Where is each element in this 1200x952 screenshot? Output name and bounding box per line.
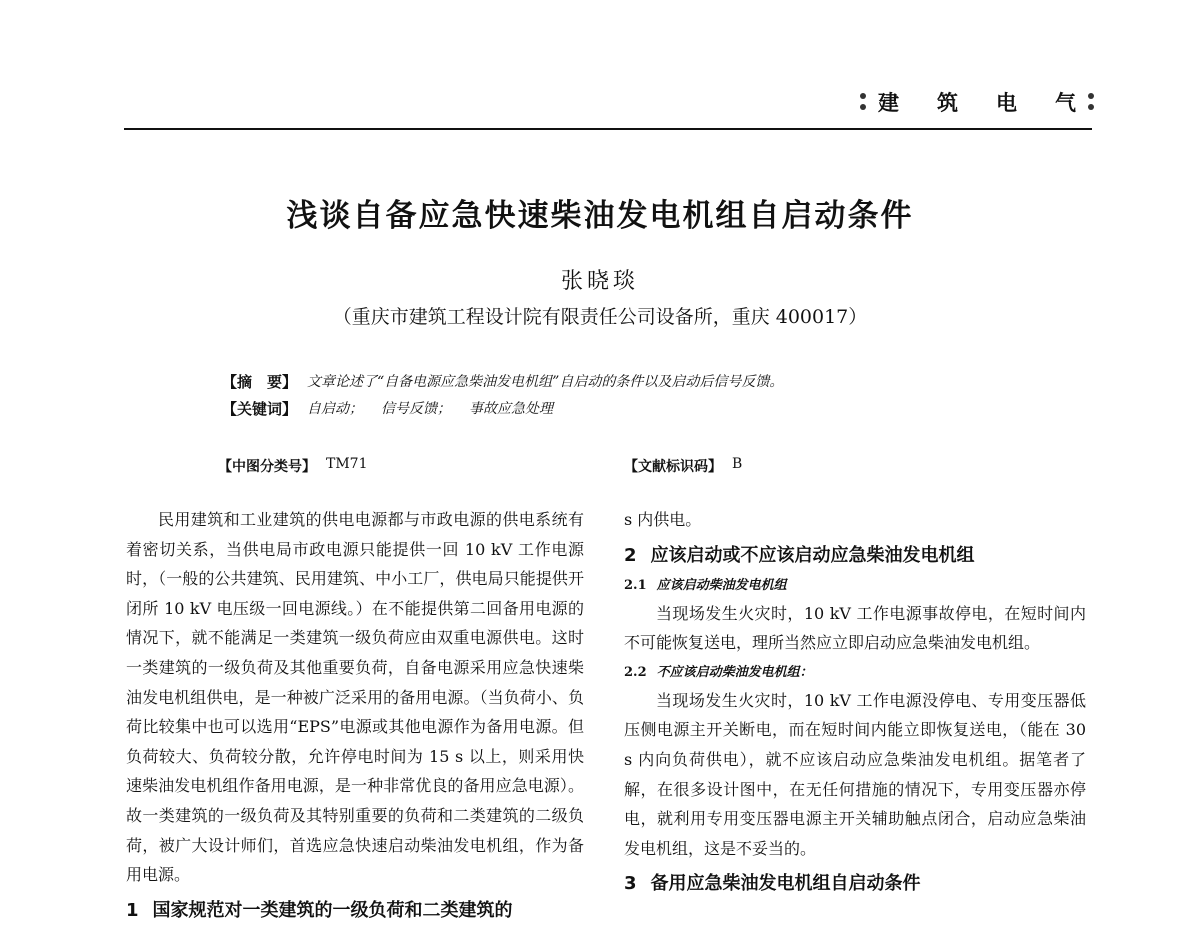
author-name: 张晓琰 [560,269,639,294]
keyword: 自启动； [307,401,364,417]
abstract-label: 【摘 要】 [222,373,298,391]
journal-char: 气 [1055,91,1076,115]
section-title: 备用应急柴油发电机组自启动条件 [650,873,921,895]
subsection-2-1-heading [624,573,1086,599]
section-number: 2 [624,544,637,566]
subsection-title: 不应该启动柴油发电机组： [656,664,813,680]
journal-char: 建 [878,91,899,115]
paper-title: 浅谈自备应急快速柴油发电机组自启动条件 [286,198,914,234]
section-number: 3 [624,873,637,895]
journal-name [878,87,1076,117]
subsection-2-2-heading [624,660,1086,686]
section-title: 应该启动或不应该启动应急柴油发电机组 [650,544,975,566]
document-code [624,456,742,476]
journal-char: 筑 [937,91,958,115]
continuation-text: s 内供电。 [624,510,702,529]
subsection-number: 2.2 [624,664,647,680]
section-number: 1 [126,899,139,921]
abstract [222,371,783,392]
subsection-number: 2.1 [624,577,647,593]
clc-label: 【中图分类号】 [218,459,316,475]
left-column [126,505,584,928]
clc-value: TM71 [326,456,368,472]
header-rule [124,128,1092,130]
section-title: 国家规范对一类建筑的一级负荷和二类建筑的 [152,899,513,921]
keyword: 事故应急处理 [469,401,554,417]
right-column [624,505,1086,901]
clc-classification [218,456,368,476]
keyword: 信号反馈； [381,401,452,417]
intro-paragraph: 民用建筑和工业建筑的供电电源都与市政电源的供电系统有着密切关系，当供电局市政电源只能提供一回 10 kV 工作电源时，（一般的公共建筑、民用建筑、中小工厂，供电局只能提供开闭所 10 kV 电压级一回电源线。）在不能提供第二回备用电源的情况下，就不能满足一类建筑一级负荷应由双重电源供电。这时一类建筑的一级负荷及其他重要负荷，自备电源采用应急快速柴油发电机组供电，是一种被广泛采用的备用电源。（当负荷小、负荷比较集中也可以选用“EPS”电源或其他电源作为备用电源。但负荷较大、负荷较分散，允许停电时间为 15 s 以上，则采用快速柴油发电机组作备用电源，是一种非常优良的备用应急电源）。故一类建筑的一级负荷及其特别重要的负荷和二类建筑的二级负荷，被广大设计师们，首选应急快速启动柴油发电机组，作为备用电源。 [126,510,584,885]
keywords-label: 【关键词】 [222,400,298,418]
subsection-2-1-paragraph: 当现场发生火灾时，10 kV 工作电源事故停电，在短时间内不可能恢复送电，理所当然应立即启动应急柴油发电机组。 [624,603,1086,653]
section-1-heading [126,896,584,926]
abstract-text: 文章论述了“自备电源应急柴油发电机组”自启动的条件以及启动后信号反馈。 [307,374,784,390]
keyword-list [307,398,553,419]
ornament-right-icon [1086,91,1096,113]
ornament-left-icon [858,91,868,113]
doc-code-value: B [732,456,743,472]
subsection-2-2-paragraph: 当现场发生火灾时，10 kV 工作电源没停电、专用变压器低压侧电源主开关断电，而在短时间内能立即恢复送电，（能在 30 s 内向负荷供电），就不应该启动应急柴油发电机组。据笔者了解，在很多设计图中，在无任何措施的情况下，专用变压器亦停电，就利用专用变压器电源主开关辅助触点闭合，启动应急柴油发电机组，这是不妥当的。 [624,690,1086,858]
section-3-heading [624,869,1086,899]
author-affiliation: （重庆市建筑工程设计院有限责任公司设备所，重庆 400017） [332,306,868,328]
journal-char: 电 [996,91,1017,115]
section-2-heading [624,541,1086,571]
doc-code-label: 【文献标识码】 [624,459,722,475]
subsection-title: 应该启动柴油发电机组 [656,577,787,593]
keywords [222,398,553,419]
running-header [858,82,1096,122]
